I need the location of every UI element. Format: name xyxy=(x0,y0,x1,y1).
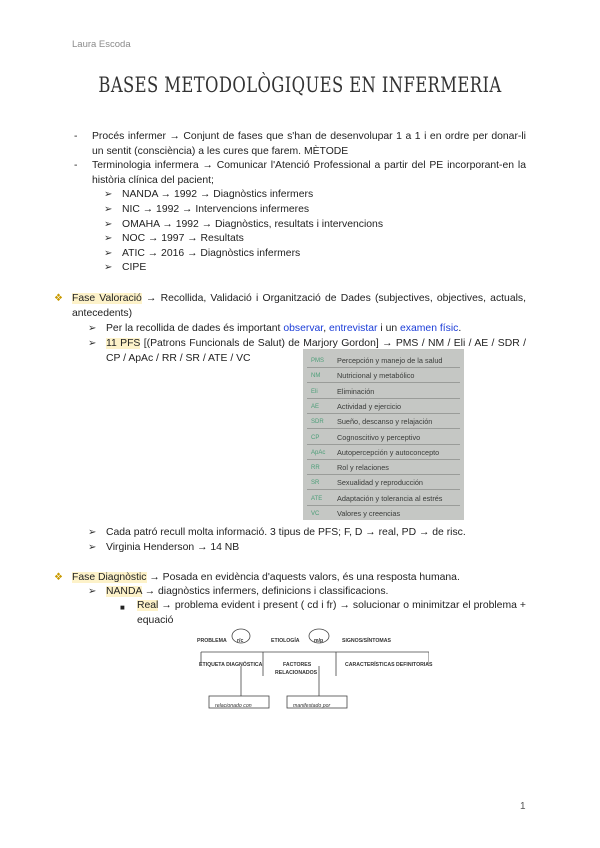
valoracio-description: → Recollida, Validació i Organització de Dades (subjectives, objectives, actuals, antecedents) xyxy=(72,293,526,319)
list-item xyxy=(106,585,526,600)
pfs-description: [(Patrons Funcionals de Salut) de Marjory Gordon] → PMS / NM / Eli / AE / SDR / CP / ApAc / RR / SR / ATE / VC xyxy=(106,338,526,364)
pattern-label: Actividad y ejercicio xyxy=(337,401,402,411)
list-item: NOC → 1997 → Resultats xyxy=(122,233,244,244)
list-item: Procés infermer → Conjunt de fases que s'han de desenvolupar 1 a 1 i en ordre per donar-li un sentit (consciència) a les cures que farem. MÈTODE xyxy=(92,131,526,157)
label-signos: SIGNOS/SÍNTOMAS xyxy=(342,638,391,644)
text-span: i un xyxy=(377,323,401,334)
pattern-label: Adaptación y tolerancia al estrés xyxy=(337,493,443,503)
pattern-code: NM xyxy=(311,373,321,380)
valoracio-label: Fase Valoració xyxy=(72,293,142,304)
label-manifestado-por: manifestado por xyxy=(293,703,331,709)
pattern-label: Autopercepción y autoconcepto xyxy=(337,447,440,457)
page-number: 1 xyxy=(520,801,526,812)
author-name: Laura Escoda xyxy=(72,39,131,50)
page-title: BASES METODOLÒGIQUES EN INFERMERIA xyxy=(98,73,502,97)
arrow-bullet-icon: ➢ xyxy=(88,542,97,553)
pattern-code: Eli xyxy=(311,388,318,395)
diamond-bullet-icon: ❖ xyxy=(54,572,63,583)
label-rc: r/c xyxy=(237,638,244,644)
list-item: Cada patró recull molta informació. 3 tipus de PFS; F, D → real, PD → de risc. xyxy=(106,527,466,538)
real-highlight: Real xyxy=(137,600,159,611)
text-span: Per la recollida de dades és important xyxy=(106,323,284,334)
diagnostic-heading xyxy=(72,571,526,586)
arrow-bullet-icon: ➢ xyxy=(88,338,97,349)
arrow-bullet-icon: ➢ xyxy=(104,219,113,230)
list-item: Terminologia infermera → Comunicar l'Atenció Professional a partir del PE incorporant-en la història clínica del pacient; xyxy=(92,160,526,186)
real-description: → problema evident i present ( cd i fr) → solucionar o minimitzar el problema + equació xyxy=(137,600,526,626)
label-caracteristicas: CARACTERÍSTICAS DEFINITORIAS xyxy=(345,662,433,668)
link-entrevistar[interactable]: entrevistar xyxy=(328,323,378,334)
pattern-code: CP xyxy=(311,434,320,441)
label-etiqueta: ETIQUETA DIAGNÓSTICA xyxy=(199,662,263,668)
list-item: ATIC → 2016 → Diagnòstics infermers xyxy=(122,248,301,259)
list-item: NANDA → 1992 → Diagnòstics infermers xyxy=(122,189,314,200)
dash-bullet: - xyxy=(74,131,78,142)
pattern-code: AE xyxy=(311,403,320,410)
list-item xyxy=(106,322,526,337)
text-span: , xyxy=(323,323,329,334)
pattern-code: PMS xyxy=(311,358,325,364)
square-bullet-icon: ■ xyxy=(120,603,125,612)
arrow-bullet-icon: ➢ xyxy=(104,189,113,200)
list-item: OMAHA → 1992 → Diagnòstics, resultats i intervencions xyxy=(122,219,384,230)
list-item: Virginia Henderson → 14 NB xyxy=(106,542,240,553)
diagnostic-label: Fase Diagnòstic xyxy=(72,572,147,583)
diagnostic-description: → Posada en evidència d'aquests valors, és una resposta humana. xyxy=(146,572,460,583)
label-problema: PROBLEMA xyxy=(197,638,227,644)
pattern-label: Sueño, descanso y relajación xyxy=(337,417,433,427)
diamond-bullet-icon: ❖ xyxy=(54,293,63,304)
patterns-photo xyxy=(303,349,464,520)
equation-diagram xyxy=(197,628,433,710)
pattern-code: ATE xyxy=(311,495,323,502)
link-examen-fisic[interactable]: examen físic xyxy=(400,323,459,334)
label-etiologia: ETIOLOGÍA xyxy=(271,638,300,644)
pattern-row xyxy=(307,504,460,520)
dash-bullet: - xyxy=(74,160,78,171)
valoracio-heading xyxy=(72,292,526,321)
label-relacionado-con: relacionado con xyxy=(215,703,252,709)
nanda-description: → diagnòstics infermers, definicions i classificacions. xyxy=(141,586,389,597)
list-item: CIPE xyxy=(122,262,147,273)
pattern-code: ApAc xyxy=(311,449,326,456)
text-span: . xyxy=(458,323,462,334)
arrow-bullet-icon: ➢ xyxy=(104,248,113,259)
pattern-label: Percepción y manejo de la salud xyxy=(337,356,443,365)
nanda-highlight: NANDA xyxy=(106,586,142,597)
pattern-code: SDR xyxy=(311,419,324,426)
list-item: NIC → 1992 → Intervencions infermeres xyxy=(122,204,310,215)
arrow-bullet-icon: ➢ xyxy=(104,204,113,215)
link-observar[interactable]: observar xyxy=(283,323,324,334)
label-factores: FACTORES xyxy=(283,662,312,668)
arrow-bullet-icon: ➢ xyxy=(88,527,97,538)
pfs-highlight: 11 PFS xyxy=(106,338,141,349)
arrow-bullet-icon: ➢ xyxy=(88,323,97,334)
pattern-label: Eliminación xyxy=(337,386,375,396)
pattern-label: Rol y relaciones xyxy=(337,463,389,473)
pattern-label: Nutricional y metabólico xyxy=(337,371,415,381)
arrow-bullet-icon: ➢ xyxy=(104,233,113,244)
pattern-code: VC xyxy=(311,511,320,517)
arrow-bullet-icon: ➢ xyxy=(104,262,113,273)
label-relacionados: RELACIONADOS xyxy=(275,670,318,676)
pattern-label: Cognoscitivo y perceptivo xyxy=(337,432,421,442)
pattern-code: SR xyxy=(311,480,320,487)
pattern-label: Sexualidad y reproducción xyxy=(337,478,423,488)
list-item xyxy=(137,599,526,628)
arrow-bullet-icon: ➢ xyxy=(88,586,97,597)
label-mp: m/p xyxy=(314,638,324,644)
pattern-code: RR xyxy=(311,465,320,472)
pattern-label: Valores y creencias xyxy=(337,509,401,518)
